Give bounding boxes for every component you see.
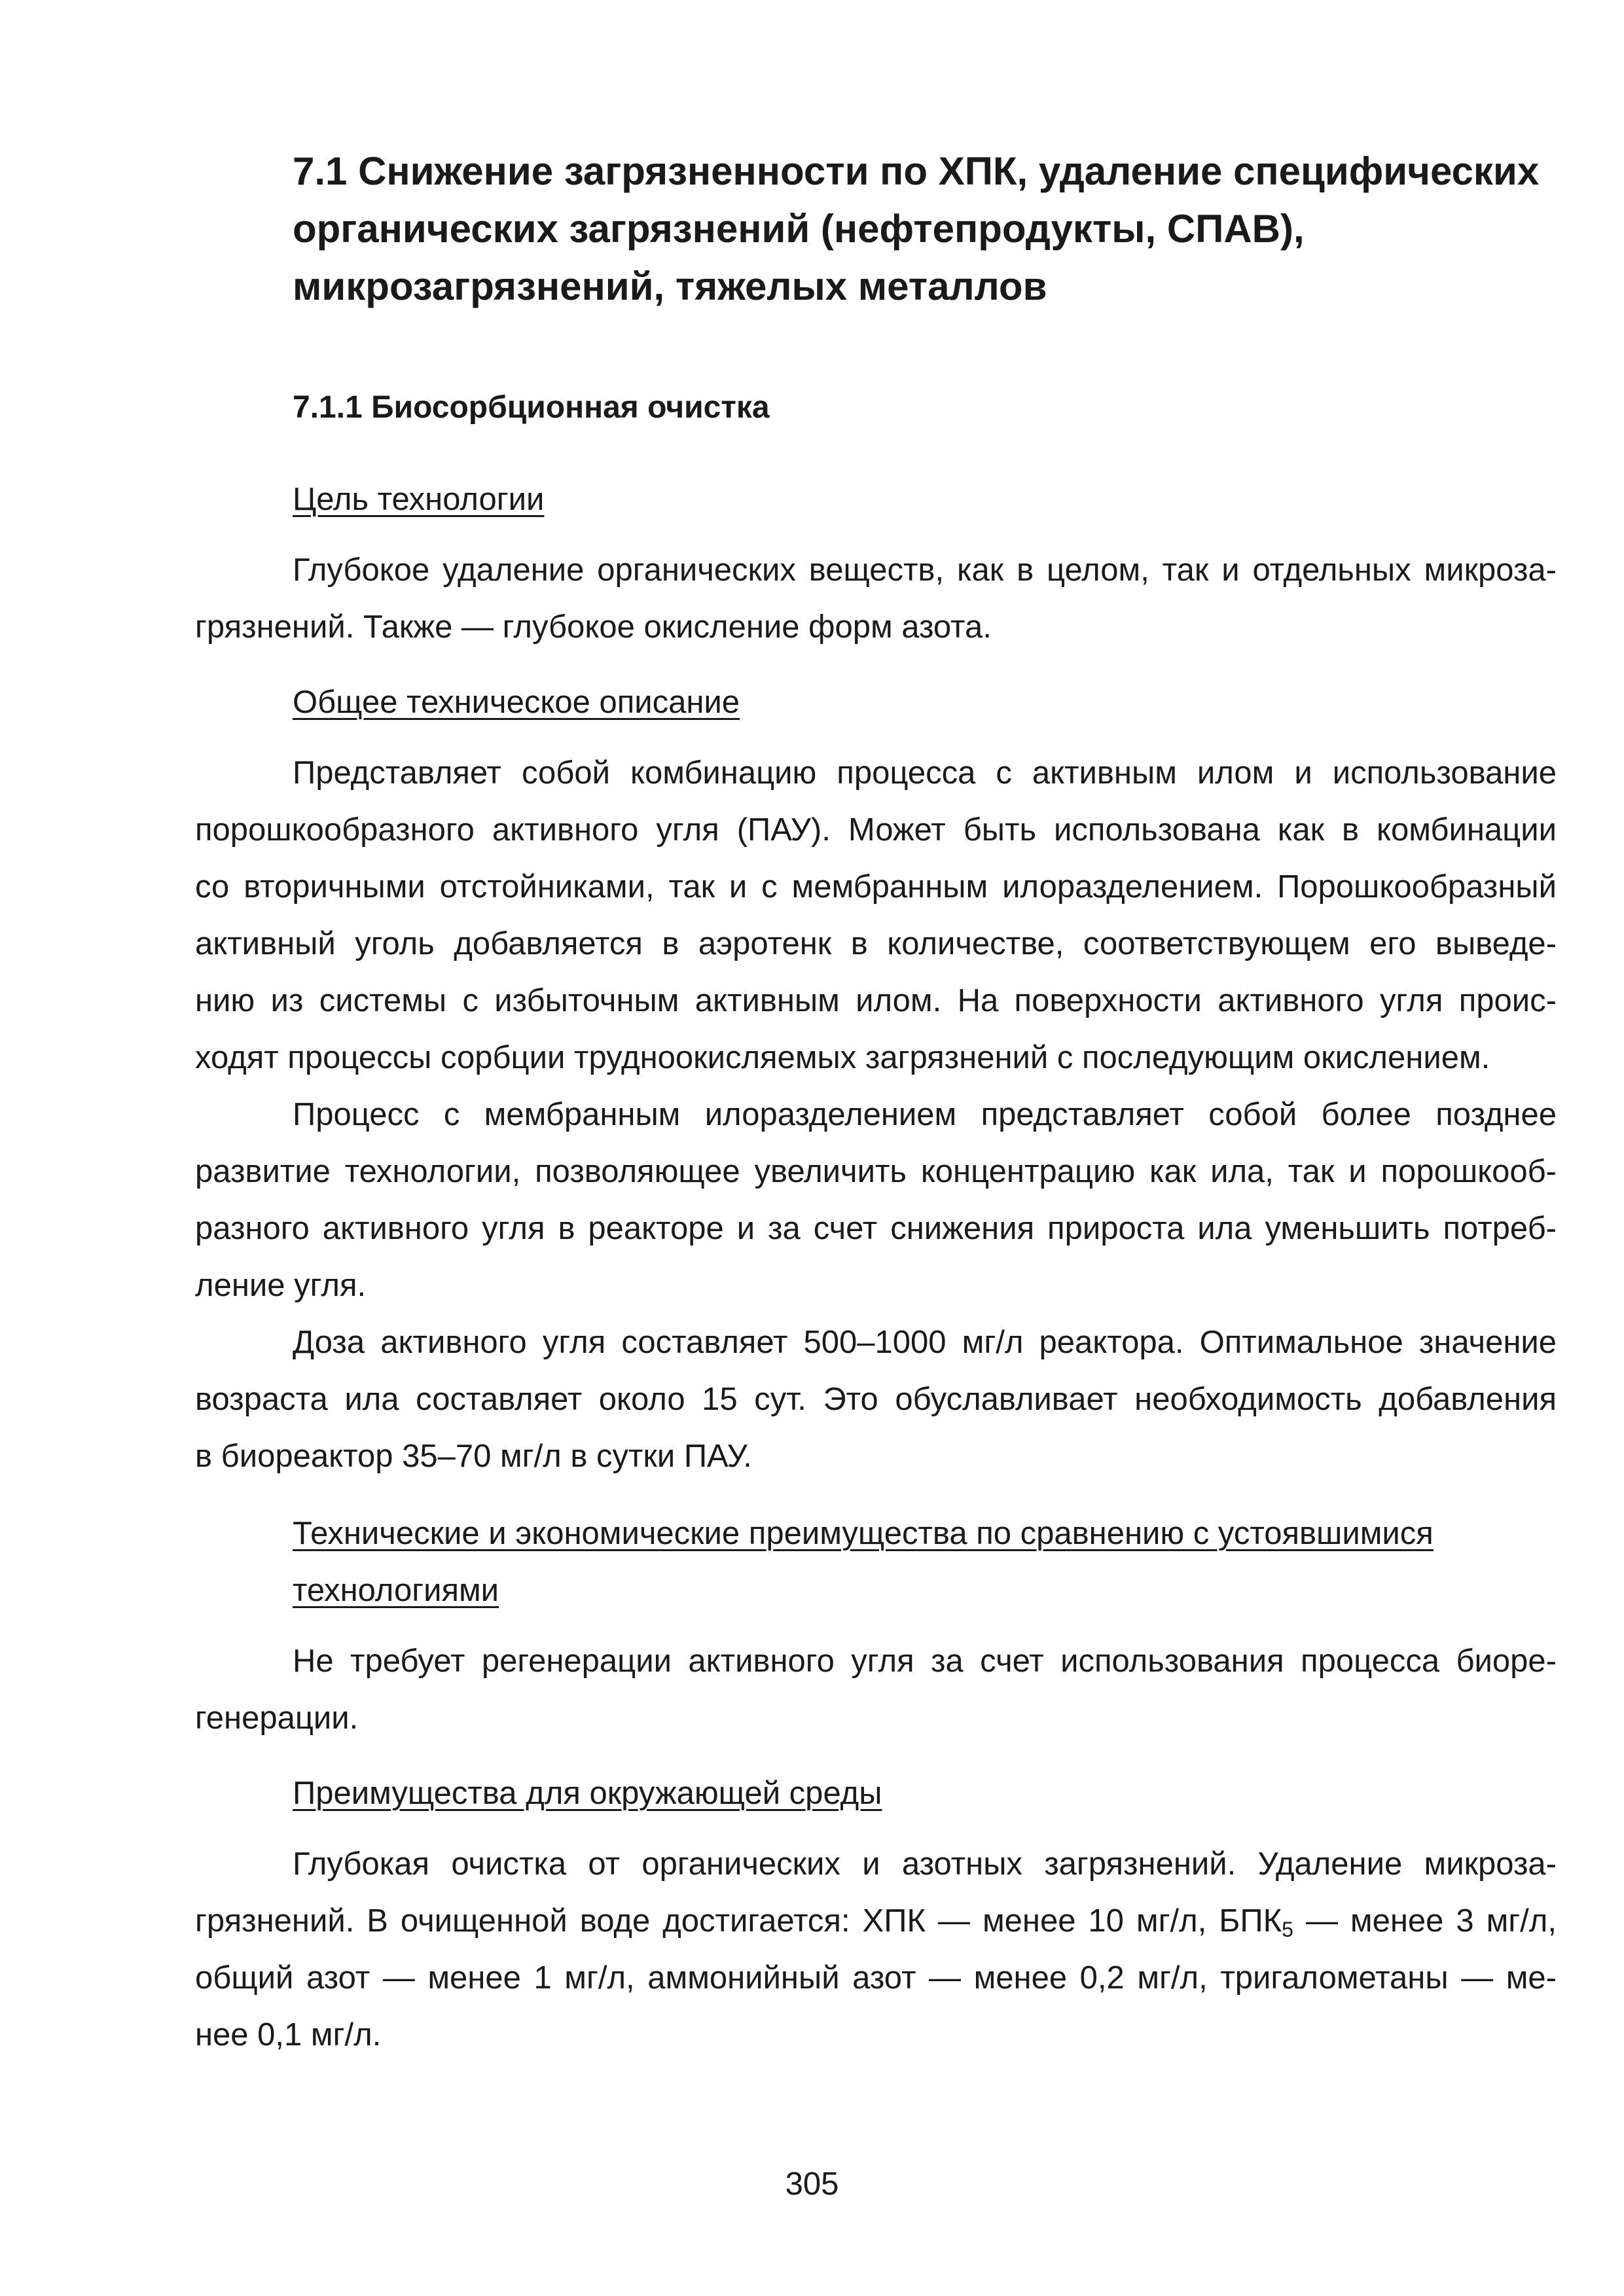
text-line: со вторичными отстойниками, так и с мембранным илоразделением. Порошкообразный [195, 869, 1557, 905]
advantages-heading [293, 1505, 1556, 1619]
goal-paragraph [195, 542, 1557, 656]
text-line: активный уголь добавляется в аэротенк в количестве, соответствующем его выведе- [195, 926, 1557, 961]
text-line: нию из системы с избыточным активным илом. На поверхности активного угля проис- [195, 983, 1557, 1018]
text-line: общий азот — менее 1 мг/л, аммонийный азот — менее 0,2 мг/л, тригалометаны — ме- [195, 1960, 1557, 1996]
goal-heading: Цель технологии [293, 482, 545, 517]
description-paragraph-3 [195, 1314, 1557, 1485]
advantages-heading-line: Технические и экономические преимущества по сравнению с устоявшимися [293, 1516, 1434, 1551]
section-title [293, 143, 1556, 315]
description-heading: Общее техническое описание [293, 685, 740, 720]
section-title-line: органических загрязнений (нефтепродукты, СПАВ), [293, 207, 1305, 251]
text-line: Представляет собой комбинацию процесса с активным илом и использование [293, 755, 1557, 791]
text-line: в биореактор 35–70 мг/л в сутки ПАУ. [195, 1439, 752, 1474]
subscript: 5 [1282, 1918, 1293, 1941]
text-line: грязнений. Также — глубокое окисление форм азота. [195, 609, 992, 645]
text-segment: грязнений. В очищенной воде достигается: ХПК — менее 10 мг/л, БПК [195, 1903, 1282, 1939]
text-line: Процесс с мембранным илоразделением представляет собой более позднее [293, 1097, 1557, 1132]
section-title-line: микрозагрязнений, тяжелых металлов [293, 264, 1047, 308]
text-line: возраста ила составляет около 15 сут. Это обуславливает необходимость добавления [195, 1382, 1557, 1417]
text-line [195, 1893, 1557, 1950]
section-title-line: 7.1 Снижение загрязненности по ХПК, удаление специфических [293, 149, 1540, 193]
text-segment: — менее 3 мг/л, [1293, 1903, 1557, 1939]
environment-heading: Преимущества для окружающей среды [293, 1776, 882, 1811]
text-line: нее 0,1 мг/л. [195, 2017, 382, 2053]
advantages-paragraph [195, 1633, 1557, 1747]
text-line: ходят процессы сорбции трудноокисляемых загрязнений с последующим окислением. [195, 1040, 1490, 1075]
page-number: 305 [785, 2166, 839, 2202]
subsection-title: 7.1.1 Биосорбционная очистка [293, 390, 770, 425]
text-line: Глубокая очистка от органических и азотных загрязнений. Удаление микроза- [293, 1846, 1557, 1882]
text-line: порошкообразного активного угля (ПАУ). Может быть использована как в комбинации [195, 812, 1557, 848]
text-line: Не требует регенерации активного угля за счет использования процесса биоре- [293, 1643, 1557, 1679]
advantages-heading-line: технологиями [293, 1573, 499, 1608]
text-line: Доза активного угля составляет 500–1000 мг/л реактора. Оптимальное значение [293, 1325, 1557, 1360]
text-line: генерации. [195, 1700, 359, 1736]
text-line: ление угля. [195, 1268, 367, 1303]
environment-paragraph [195, 1836, 1557, 2064]
description-paragraph-1 [195, 745, 1557, 1086]
text-line: Глубокое удаление органических веществ, как в целом, так и отдельных микроза- [293, 552, 1557, 588]
text-line: развитие технологии, позволяющее увеличить концентрацию как ила, так и порошкооб- [195, 1154, 1557, 1189]
text-line: разного активного угля в реакторе и за счет снижения прироста ила уменьшить потреб- [195, 1211, 1557, 1246]
description-paragraph-2 [195, 1086, 1557, 1314]
